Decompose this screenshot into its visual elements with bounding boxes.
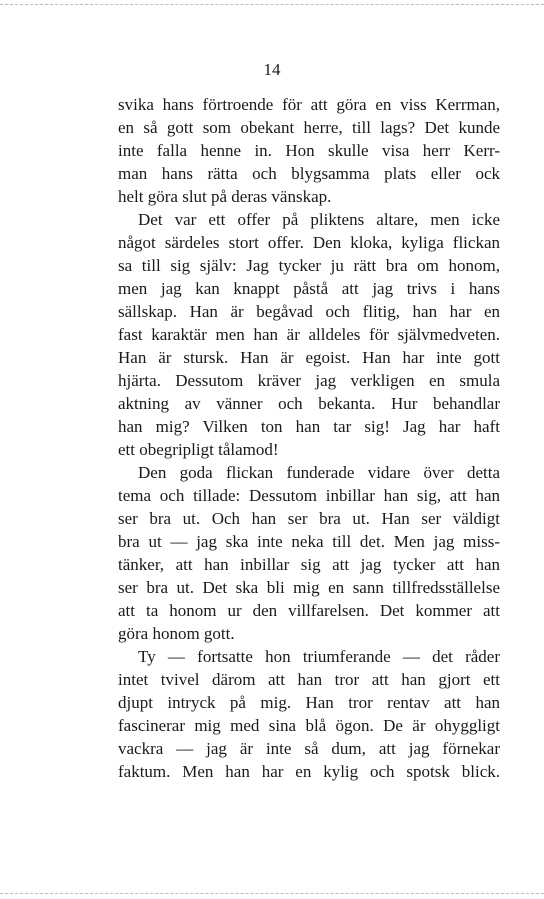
text-line: Den goda flickan funderade vidare över detta [138, 463, 500, 482]
text-line: faktum. Men han har en kylig och spotsk blick. [118, 762, 500, 781]
text-line: intet tvivel därom att han tror att han gjort ett [118, 670, 500, 689]
page-number: 14 [263, 60, 281, 79]
text-line: sällskap. Han är begåvad och flitig, han har en [118, 302, 500, 321]
text-line: man hans rätta och blygsamma plats eller ock [118, 164, 500, 183]
text-line: bra ut — jag ska inte neka till det. Men jag miss- [118, 532, 500, 551]
text-line: Ty — fortsatte hon triumferande — det råder [138, 647, 500, 666]
text-line: något särdeles stort offer. Den kloka, kyliga flickan [118, 233, 500, 252]
scan-edge-bottom [0, 893, 544, 894]
text-line: han mig? Vilken ton han tar sig! Jag har haft [118, 417, 500, 436]
text-line: tema och tillade: Dessutom inbillar han sig, att han [118, 486, 500, 505]
text-line: Han är stursk. Han är egoist. Han har inte gott [118, 348, 500, 367]
text-line: aktning av vänner och bekanta. Hur behandlar [118, 394, 500, 413]
text-line: Det var ett offer på pliktens altare, men icke [138, 210, 500, 229]
text-line: vackra — jag är inte så dum, att jag förnekar [118, 739, 500, 758]
text-line: ser bra ut. Och han ser bra ut. Han ser väldigt [118, 509, 500, 528]
text-line: svika hans förtroende för att göra en viss Kerrman, [118, 95, 500, 114]
text-line: sa till sig själv: Jag tycker ju rätt bra om honom, [118, 256, 500, 275]
text-line: tänker, att han inbillar sig att jag tycker att han [118, 555, 500, 574]
scan-edge-top [0, 4, 544, 5]
body-text [118, 93, 500, 783]
text-line: fast karaktär men han är alldeles för självmedveten. [118, 325, 500, 344]
text-line: helt göra slut på deras vänskap. [118, 187, 332, 206]
text-line: men jag kan knappt påstå att jag trivs i hans [118, 279, 500, 298]
text-line: ser bra ut. Det ska bli mig en sann tillfredsställelse [118, 578, 500, 597]
text-line: fascinerar mig med sina blå ögon. De är ohyggligt [118, 716, 500, 735]
text-line: ett obegripligt tålamod! [118, 440, 279, 459]
text-line: att ta honom ur den villfarelsen. Det kommer att [118, 601, 500, 620]
text-line: göra honom gott. [118, 624, 235, 643]
text-line: djupt intryck på mig. Han tror rentav att han [118, 693, 500, 712]
text-line: en så gott som obekant herre, till lags? Det kunde [118, 118, 500, 137]
text-line: inte falla henne in. Hon skulle visa herr Kerr- [118, 141, 500, 160]
text-line: hjärta. Dessutom kräver jag verkligen en smula [118, 371, 500, 390]
